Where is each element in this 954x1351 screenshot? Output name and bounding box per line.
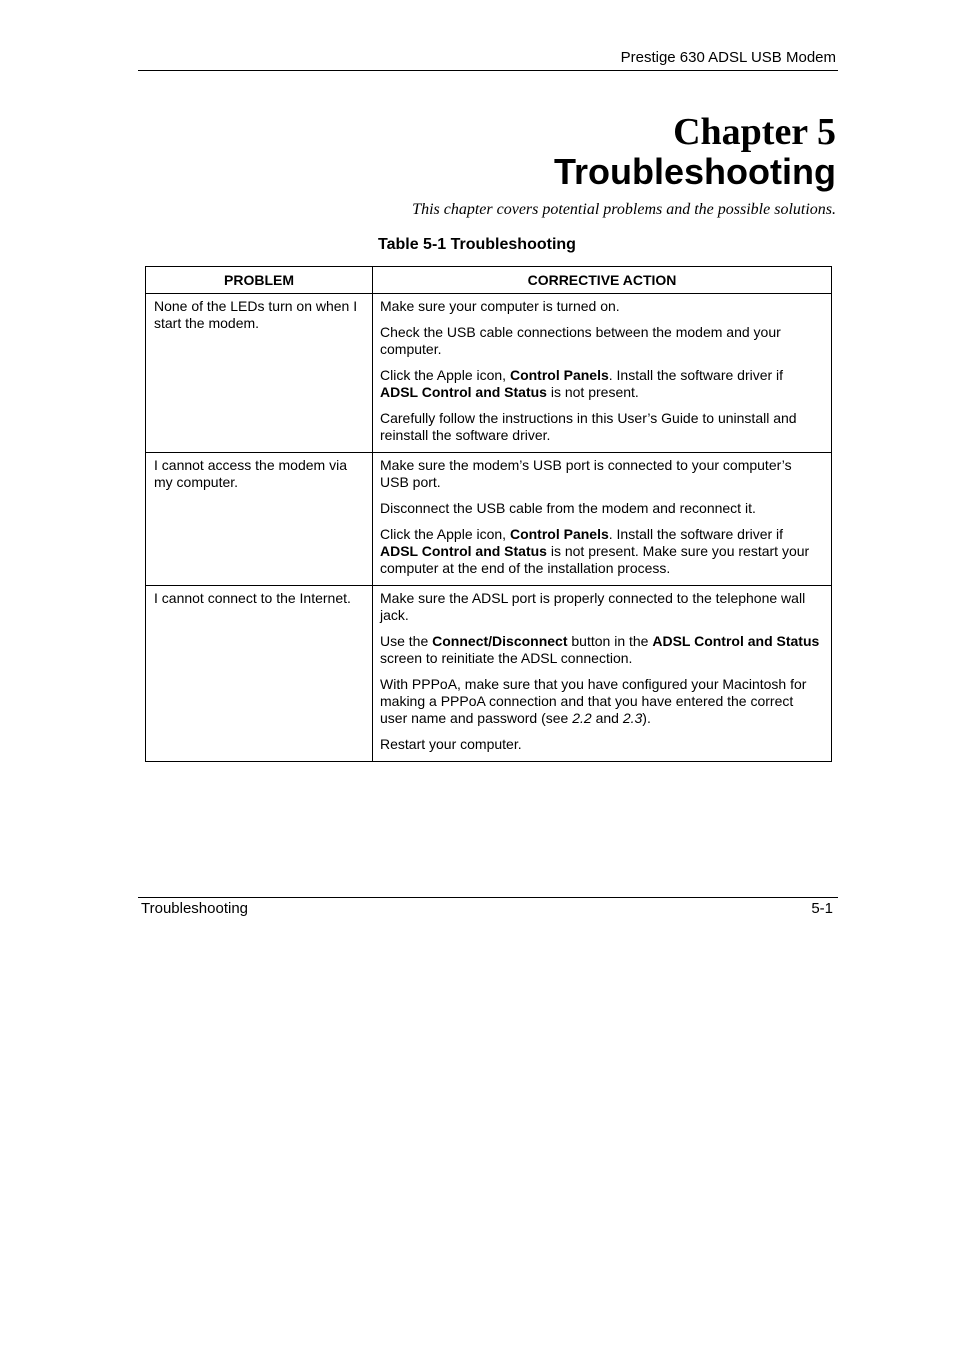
corrective-action-item [380,526,823,577]
action-text: Make sure the ADSL port is properly connected to the telephone wall jack. [380,590,806,623]
header-divider [138,70,838,71]
action-text: Make sure your computer is turned on. [380,298,620,314]
action-text: is not present. Make sure you restart your computer at the end of the installation process. [380,543,810,576]
footer-section: Troubleshooting [141,900,249,917]
corrective-action-item [380,298,823,315]
bold-term: ADSL Control and Status [380,543,547,559]
action-text: . Install the software driver if [608,526,784,542]
action-text: Carefully follow the instructions in this User’s Guide to uninstall and reinstall the software driver. [380,410,797,443]
action-text: Click the Apple icon, [380,367,510,383]
action-text: . Install the software driver if [608,367,784,383]
bold-term: Connect/Disconnect [432,633,568,649]
chapter-intro: This chapter covers potential problems and the possible solutions. [412,201,836,218]
table-caption: Table 5-1 Troubleshooting [378,236,576,253]
page-number: 5-1 [811,900,833,917]
problem-cell: I cannot connect to the Internet. [146,586,373,762]
chapter-title: Troubleshooting [554,151,836,192]
running-header: Prestige 630 ADSL USB Modem [620,49,836,66]
action-text: Check the USB cable connections between the modem and your computer. [380,324,781,357]
corrective-action-cell [373,586,832,762]
action-text: ). [642,710,651,726]
table-body [146,294,832,762]
action-text: is not present. [546,384,639,400]
corrective-action-cell [373,453,832,586]
corrective-action-item [380,590,823,624]
bold-term: ADSL Control and Status [380,384,547,400]
corrective-action-item [380,457,823,491]
corrective-action-item [380,500,823,517]
bold-term: Control Panels [509,526,609,542]
table-row [146,453,832,586]
action-text: Click the Apple icon, [380,526,510,542]
action-text: button in the [567,633,653,649]
chapter-number: Chapter 5 [673,111,836,153]
bold-term: Control Panels [509,367,609,383]
corrective-action-item [380,410,823,444]
corrective-action-cell [373,294,832,453]
action-text: With PPPoA, make sure that you have configured your Macintosh for making a PPPoA connection and that you have entered the correct user name and password (see [380,676,807,726]
footer-divider [138,897,838,898]
corrective-action-item [380,324,823,358]
table-row [146,586,832,762]
corrective-action-item [380,736,823,753]
action-text: Disconnect the USB cable from the modem and reconnect it. [380,500,756,516]
problem-column-header: PROBLEM [146,267,373,294]
action-text: Make sure the modem’s USB port is connected to your computer’s USB port. [380,457,792,490]
table-row [146,294,832,453]
corrective-action-item [380,633,823,667]
section-reference: 2.2 [572,710,592,726]
corrective-action-column-header: CORRECTIVE ACTION [373,267,832,294]
section-reference: 2.3 [622,710,643,726]
problem-cell: I cannot access the modem via my computer. [146,453,373,586]
corrective-action-item [380,367,823,401]
action-text: screen to reinitiate the ADSL connection. [380,650,633,666]
action-text: and [591,710,623,726]
action-text: Use the [380,633,433,649]
bold-term: ADSL Control and Status [652,633,820,649]
corrective-action-item [380,676,823,727]
troubleshooting-table [145,266,832,762]
problem-cell: None of the LEDs turn on when I start the modem. [146,294,373,453]
table-header-row [146,267,832,294]
action-text: Restart your computer. [380,736,522,752]
